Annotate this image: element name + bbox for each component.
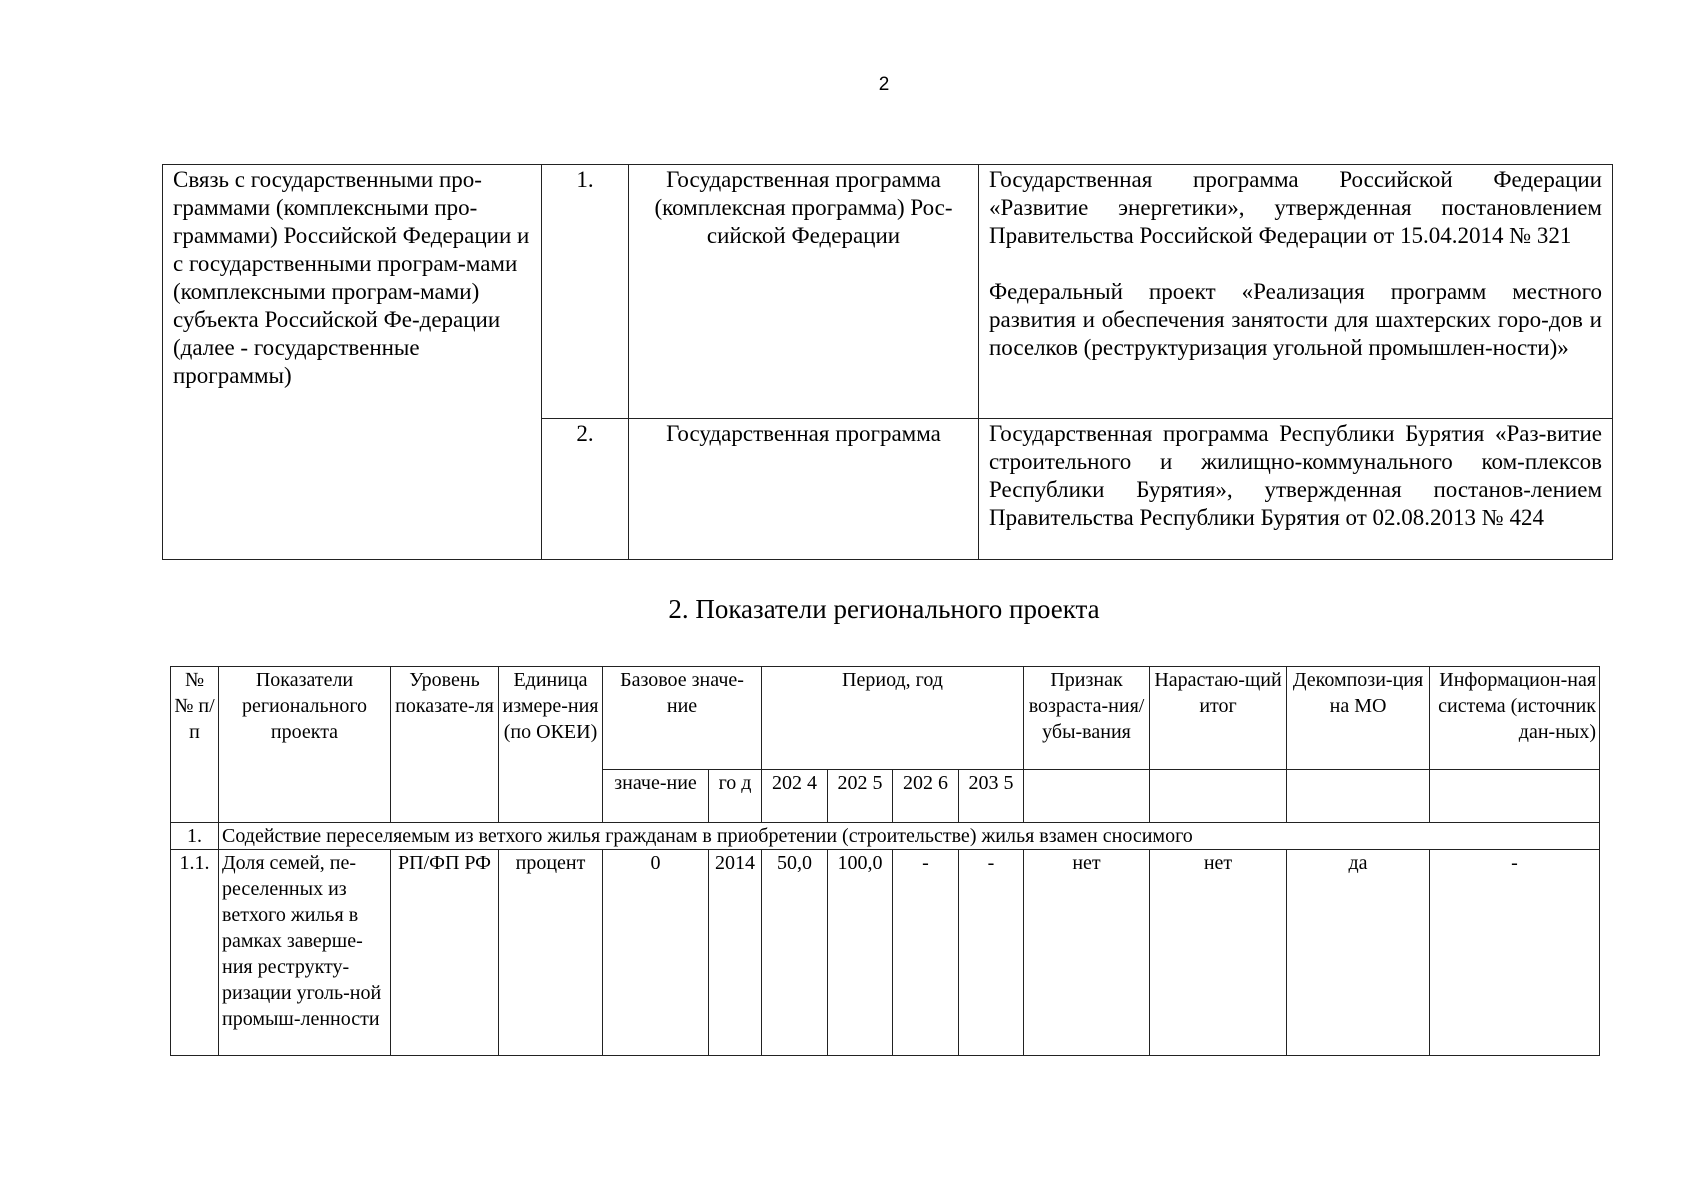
indicators-section-row xyxy=(171,823,1600,850)
header-year: 203 5 xyxy=(959,770,1024,823)
page-number: 2 xyxy=(878,74,890,95)
programs-row-description xyxy=(979,419,1613,560)
header-base-year: го д xyxy=(709,770,762,823)
programs-row-program: Государственная программа (комплексная программа) Рос-сийской Федерации xyxy=(629,165,979,419)
row-info-system: - xyxy=(1430,850,1600,1056)
programs-row-description xyxy=(979,165,1613,419)
row-trend: нет xyxy=(1024,850,1150,1056)
section-num: 1. xyxy=(171,823,219,850)
header-empty xyxy=(1024,770,1150,823)
row-base-value: 0 xyxy=(603,850,709,1056)
header-num: № № п/п xyxy=(171,667,219,823)
row-decomposition: да xyxy=(1287,850,1430,1056)
row-2035: - xyxy=(959,850,1024,1056)
programs-label: Связь с государственными про-граммами (комплексными про-граммами) Российской Федерации и с государственными програм-мами (комплексными програм-мами) субъекта Российской Фе-дерации (далее - государственные программы) xyxy=(163,165,542,560)
program-description-paragraph: Федеральный проект «Реализация программ местного развития и обеспечения занятости для шахтерских горо-дов и поселков (реструктуризация угольной промышлен-ности)» xyxy=(989,279,1602,360)
program-description-paragraph: Государственная программа Российской Федерации «Развитие энергетики», утвержденная постановлением Правительства Российской Федерации от 15.04.2014 № 321 xyxy=(989,167,1602,248)
row-cumulative: нет xyxy=(1150,850,1287,1056)
row-level: РП/ФП РФ xyxy=(391,850,499,1056)
header-level: Уровень показате-ля xyxy=(391,667,499,823)
indicators-table xyxy=(170,666,1600,1056)
header-trend: Признак возраста-ния/ убы-вания xyxy=(1024,667,1150,770)
header-empty xyxy=(1430,770,1600,823)
header-base-value: значе-ние xyxy=(603,770,709,823)
header-year: 202 5 xyxy=(828,770,893,823)
header-decomposition: Декомпози-ция на МО xyxy=(1287,667,1430,770)
header-base: Базовое значе-ние xyxy=(603,667,762,770)
row-num: 1.1. xyxy=(171,850,219,1056)
row-2024: 50,0 xyxy=(762,850,828,1056)
header-period: Период, год xyxy=(762,667,1024,770)
row-indicator: Доля семей, пе-реселенных из ветхого жилья в рамках заверше-ния реструкту-ризации уголь-ной промыш-ленности xyxy=(219,850,391,1056)
programs-row-1 xyxy=(163,165,1613,419)
indicators-header-row xyxy=(171,667,1600,770)
header-info-system: Информацион-ная система (источник дан-ных) xyxy=(1430,667,1600,770)
header-empty xyxy=(1287,770,1430,823)
header-empty xyxy=(1150,770,1287,823)
section-title: 2. Показатели регионального проекта xyxy=(668,594,1100,624)
table-row xyxy=(171,850,1600,1056)
header-cumulative: Нарастаю-щий итог xyxy=(1150,667,1287,770)
programs-table xyxy=(162,164,1613,560)
programs-row-number: 1. xyxy=(542,165,629,419)
row-2025: 100,0 xyxy=(828,850,893,1056)
header-year: 202 6 xyxy=(893,770,959,823)
header-year: 202 4 xyxy=(762,770,828,823)
header-indicator: Показатели регионального проекта xyxy=(219,667,391,823)
row-base-year: 2014 xyxy=(709,850,762,1056)
row-unit: процент xyxy=(499,850,603,1056)
programs-row-program: Государственная программа xyxy=(629,419,979,560)
row-2026: - xyxy=(893,850,959,1056)
header-unit: Единица измере-ния (по ОКЕИ) xyxy=(499,667,603,823)
programs-row-number: 2. xyxy=(542,419,629,560)
program-description-paragraph: Государственная программа Республики Бурятия «Раз-витие строительного и жилищно-коммунального ком-плексов Республики Бурятия», утвержденная постанов-лением Правительства Республики Бурятия от 02.08.2013 № 424 xyxy=(989,421,1602,530)
section-name: Содействие переселяемым из ветхого жилья гражданам в приобретении (строительстве) жилья взамен сносимого xyxy=(219,823,1600,850)
